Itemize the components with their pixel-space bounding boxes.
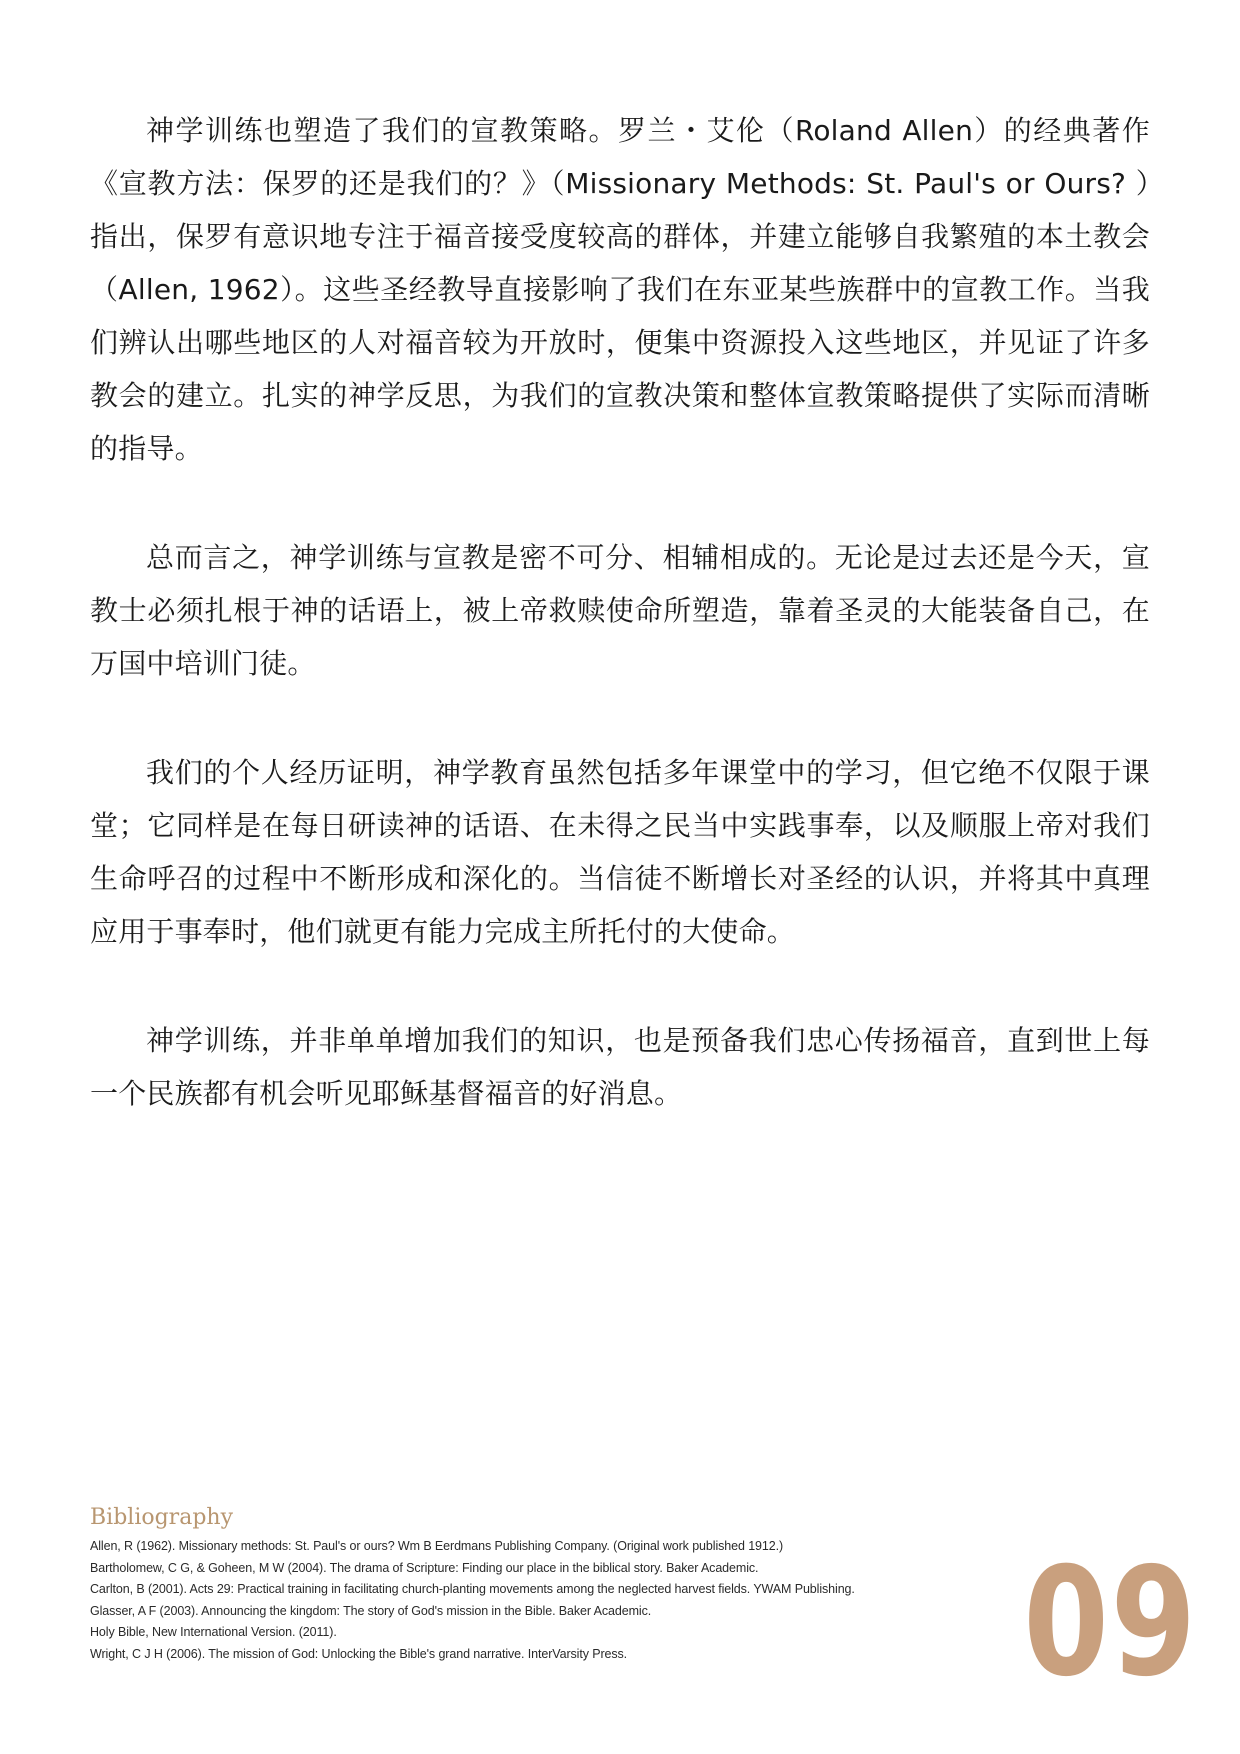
bibliography-entry: Allen, R (1962). Missionary methods: St. Paul's or ours? Wm B Eerdmans Publishing Company. (Original work published 1912.) (90, 1539, 784, 1553)
body-text (90, 104, 1150, 1176)
bibliography-entry: Wright, C J H (2006). The mission of God: Unlocking the Bible's grand narrative. InterVarsity Press. (90, 1646, 628, 1661)
page-number: 09 (1023, 1536, 1198, 1710)
paragraph-strategy: 神学训练也塑造了我们的宣教策略。罗兰・艾伦（Roland Allen）的经典著作《宣教方法：保罗的还是我们的？》（Missionary Methods: St. Paul's or Ours? ）指出，保罗有意识地专注于福音接受度较高的群体，并建立能够自我繁殖的本土教会（Allen, 1962）。这些圣经教导直接影响了我们在东亚某些族群中的宣教工作。当我们辨认出哪些地区的人对福音较为开放时，便集中资源投入这些地区，并见证了许多教会的建立。扎实的神学反思，为我们的宣教决策和整体宣教策略提供了实际而清晰的指导。 (90, 114, 1150, 465)
bibliography-entry: Holy Bible, New International Version. (2011). (90, 1625, 337, 1639)
bibliography-entry: Carlton, B (2001). Acts 29: Practical training in facilitating church-planting movements among the neglected harvest fields. YWAM Publishing. (90, 1582, 855, 1596)
bibliography-entry: Bartholomew, C G, & Goheen, M W (2004). The drama of Scripture: Finding our place in the biblical story. Baker Academic. (90, 1560, 759, 1575)
bibliography-list (90, 1536, 990, 1665)
paragraph-conclusion: 神学训练，并非单单增加我们的知识，也是预备我们忠心传扬福音，直到世上每一个民族都有机会听见耶稣基督福音的好消息。 (90, 1024, 1150, 1110)
paragraph-summary: 总而言之，神学训练与宣教是密不可分、相辅相成的。无论是过去还是今天，宣教士必须扎根于神的话语上，被上帝救赎使命所塑造，靠着圣灵的大能装备自己，在万国中培训门徒。 (90, 541, 1150, 680)
bibliography (90, 1504, 990, 1665)
bibliography-entry: Glasser, A F (2003). Announcing the kingdom: The story of God's mission in the Bible. Baker Academic. (90, 1603, 652, 1618)
bibliography-title: Bibliography (90, 1505, 233, 1530)
paragraph-experience: 我们的个人经历证明，神学教育虽然包括多年课堂中的学习，但它绝不仅限于课堂；它同样是在每日研读神的话语、在未得之民当中实践事奉，以及顺服上帝对我们生命呼召的过程中不断形成和深化的。当信徒不断增长对圣经的认识，并将其中真理应用于事奉时，他们就更有能力完成主所托付的大使命。 (90, 756, 1150, 948)
